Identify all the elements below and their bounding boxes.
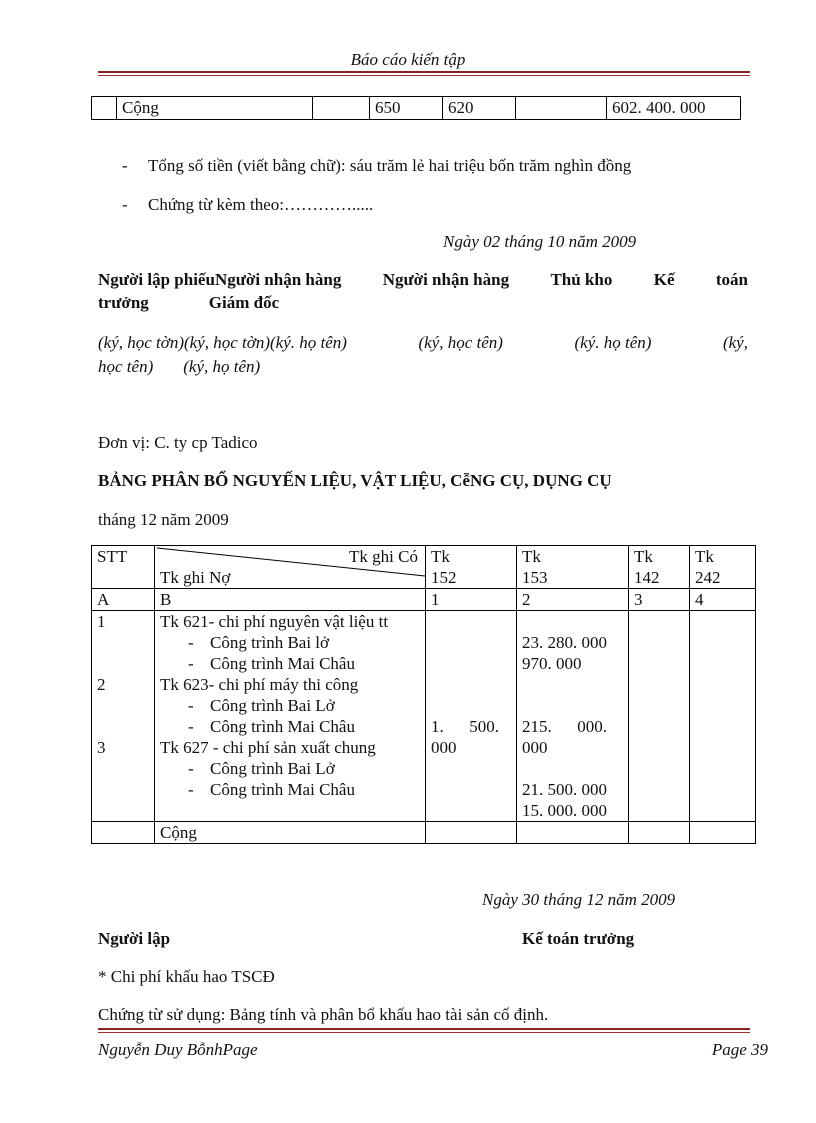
table-body-row (92, 611, 756, 822)
account-line: Tk 623- chi phí máy thi công (160, 675, 359, 694)
diagonal-header (155, 546, 426, 589)
items-column (155, 611, 426, 822)
date-line-2: Ngày 30 tháng 12 năm 2009 (482, 890, 676, 909)
col-153-values (517, 611, 629, 822)
table-cell (517, 822, 629, 844)
credit-account-label: Tk ghi Có (349, 547, 418, 566)
stt-value: 2 (97, 675, 106, 694)
signer-chief-accountant: Kế toán trưởng (522, 929, 635, 948)
col-header-153: Tk 153 (517, 546, 629, 589)
period-line: tháng 12 năm 2009 (98, 510, 229, 529)
stt-value (97, 779, 149, 800)
page-number: Page 39 (711, 1040, 768, 1059)
signers-line-2: trưởng Giám đốc (98, 293, 280, 312)
table-cell: Cộng (117, 97, 313, 120)
total-label: Cộng (155, 822, 426, 844)
footer-rule (98, 1028, 750, 1030)
stt-value (97, 695, 149, 716)
account-line: Tk 627 - chi phí sản xuất chung (160, 738, 376, 757)
col-142-values (629, 611, 690, 822)
stt-column (92, 611, 155, 822)
col-header-142: Tk 142 (629, 546, 690, 589)
sign-notes-line-2: học tên) (ký, họ tên) (98, 357, 261, 376)
value-cell: 1. 500. (431, 717, 499, 736)
doc-title: BẢNG PHÂN BỔ NGUYẾN LIỆU, VẬT LIỆU, CễNG CỤ, DỤNG CỤ (98, 471, 612, 490)
col-152-values (426, 611, 517, 822)
value-cell: 215. 000. (522, 717, 607, 736)
col-242-values (690, 611, 756, 822)
carryover-table (91, 96, 741, 120)
page-header-title: Báo cáo kiến tập (350, 50, 466, 69)
value-cell: 970. 000 (522, 654, 582, 673)
table-cell (516, 97, 607, 120)
account-line: Tk 621- chi phí nguyên vật liệu tt (160, 612, 389, 631)
table-cell (92, 822, 155, 844)
stt-value: 3 (97, 738, 106, 757)
bullet-attached-docs: - Chứng từ kèm theo:…………..... (122, 195, 374, 214)
table-cell: B (155, 589, 426, 611)
value-cell: 000 (522, 738, 548, 757)
col-header-242: Tk 242 (690, 546, 756, 589)
table-cell (426, 822, 517, 844)
bullet-total-in-words: - Tổng số tiền (viết bằng chữ): sáu trăm lẻ hai triệu bốn trăm nghìn đồng (122, 156, 632, 175)
sign-notes-line-1: (ký, học tờn)(ký, học tờn)(ký. họ tên) (ký, học tên) (ký. họ tên) (ký, (98, 333, 748, 352)
value-cell: 000 (431, 738, 457, 757)
stt-value (97, 716, 149, 737)
table-cell: 1 (426, 589, 517, 611)
unit-line: Đơn vị: C. ty cp Tadico (98, 433, 258, 452)
project-line: - Công trình Bai Lở (188, 759, 335, 778)
index-row (92, 589, 756, 611)
project-line: - Công trình Mai Châu (188, 717, 355, 736)
total-row (92, 822, 756, 844)
header-rule (98, 71, 750, 73)
project-line: - Công trình Mai Châu (188, 654, 355, 673)
debit-account-label: Tk ghi Nợ (160, 568, 231, 587)
stt-header: STT (92, 546, 155, 589)
table-cell: 620 (443, 97, 516, 120)
value-cell: 21. 500. 000 (522, 780, 607, 799)
table-cell: A (92, 589, 155, 611)
col-header-152: Tk 152 (426, 546, 517, 589)
project-line: - Công trình Mai Châu (188, 780, 355, 799)
table-cell: 602. 400. 000 (607, 97, 741, 120)
project-line: - Công trình Bai lở (188, 633, 330, 652)
allocation-table (91, 545, 756, 844)
value-cell: 15. 000. 000 (522, 801, 607, 820)
value-cell: 23. 280. 000 (522, 633, 607, 652)
section-heading: * Chi phí khấu hao TSCĐ (98, 967, 275, 986)
table-cell (629, 822, 690, 844)
stt-value (97, 653, 149, 674)
stt-value (97, 758, 149, 779)
table-cell: 4 (690, 589, 756, 611)
table-cell (92, 97, 117, 120)
date-line-1: Ngày 02 tháng 10 năm 2009 (443, 232, 637, 251)
footer-rule-thin (98, 1032, 750, 1033)
table-cell (313, 97, 370, 120)
signer-preparer: Người lập (98, 929, 171, 948)
signers-line-1: Người lập phiếuNgười nhận hàng Người nhận hàng Thủ kho Kế toán (98, 270, 748, 289)
header-rule-thin (98, 75, 750, 76)
project-line: - Công trình Bai Lở (188, 696, 335, 715)
stt-value: 1 (97, 612, 106, 631)
stt-value (97, 632, 149, 653)
table-cell (690, 822, 756, 844)
table-row (92, 97, 741, 120)
table-cell: 650 (370, 97, 443, 120)
table-cell: 2 (517, 589, 629, 611)
table-cell: 3 (629, 589, 690, 611)
table-header-row (92, 546, 756, 589)
footer-author: Nguyễn Duy BỗnhPage (98, 1040, 258, 1059)
doc-used-line: Chứng từ sử dụng: Bảng tính và phân bổ khấu hao tài sản cố định. (98, 1005, 549, 1024)
